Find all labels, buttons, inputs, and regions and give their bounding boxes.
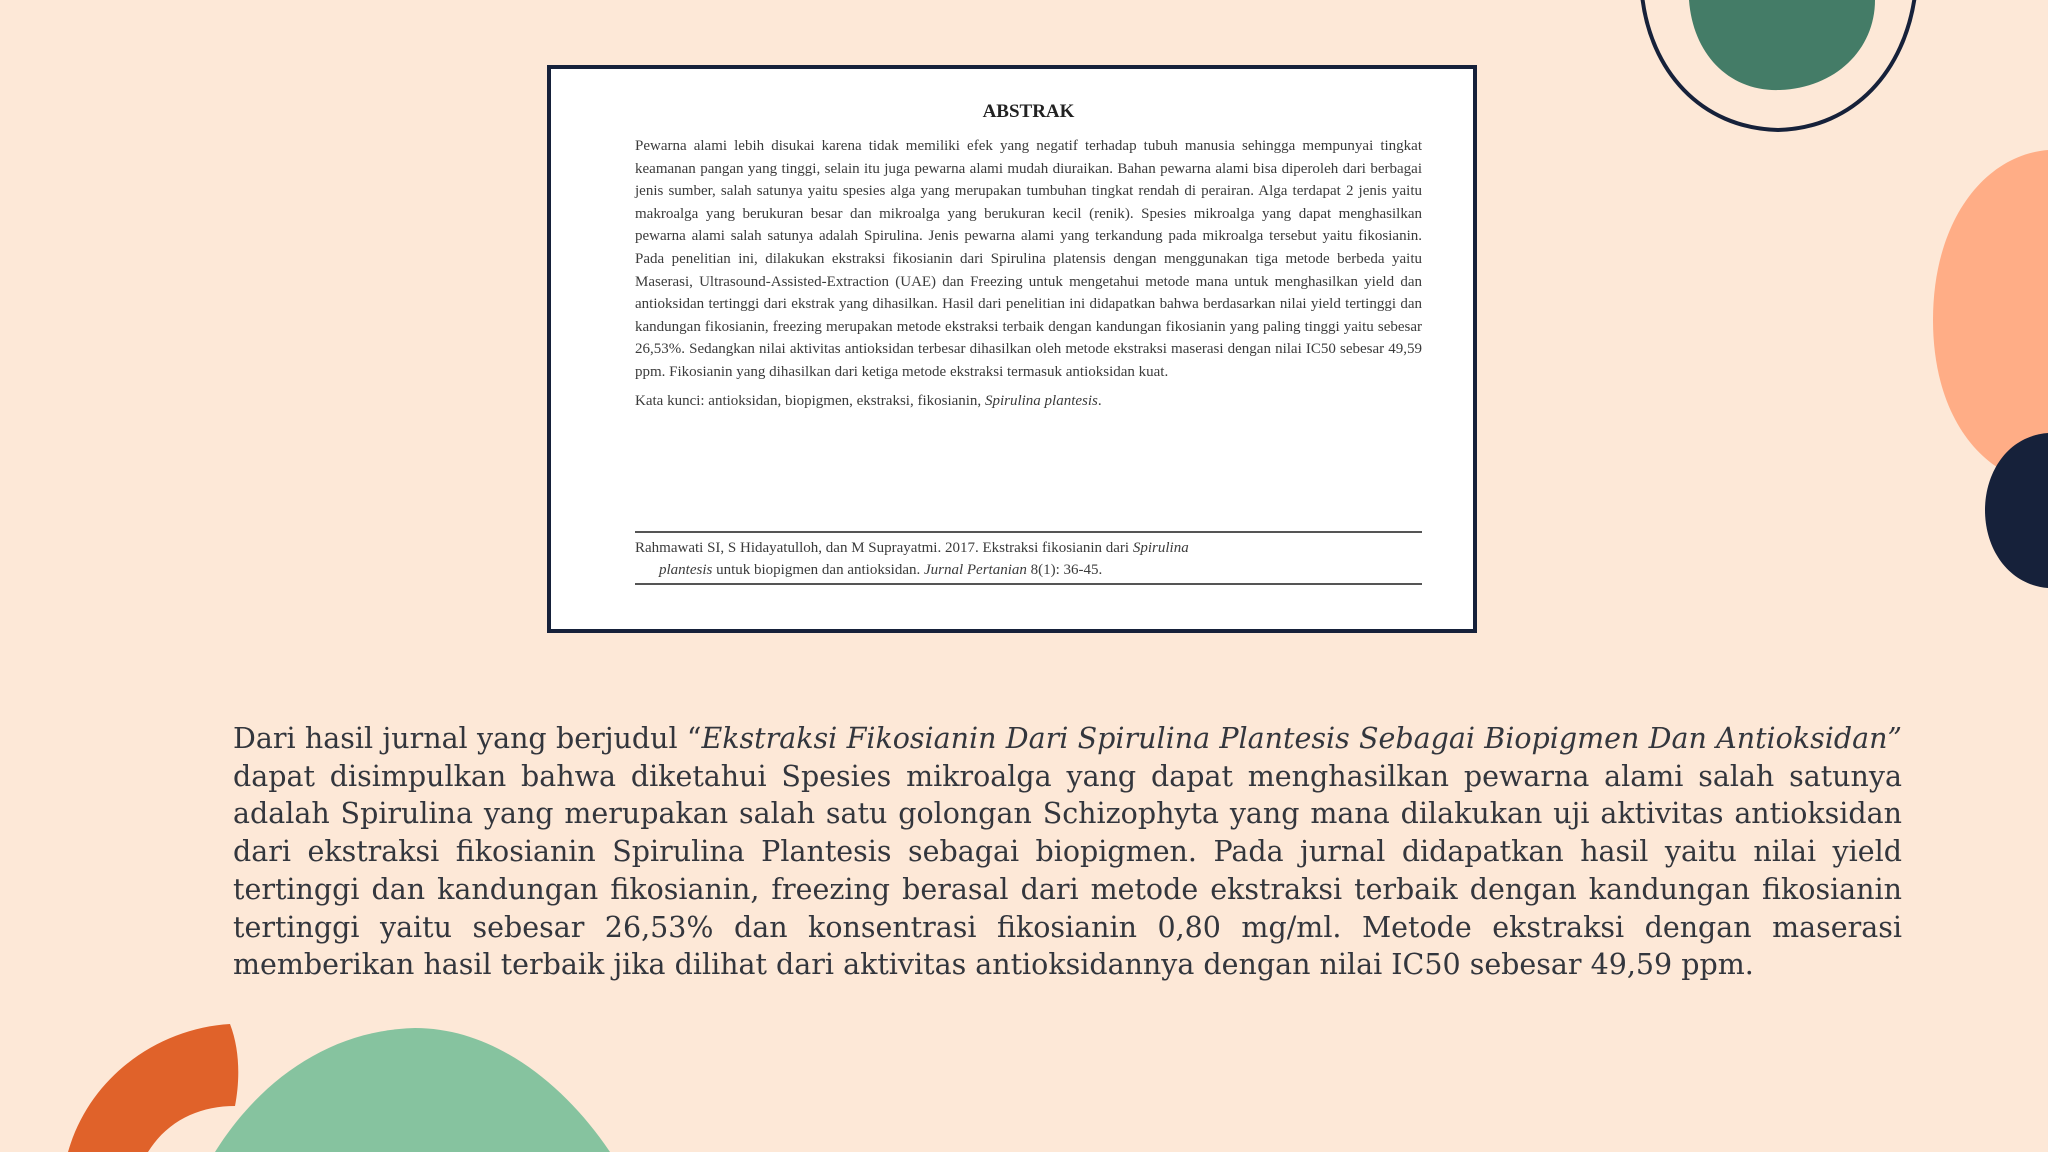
summary-journal-title: Ekstraksi Fikosianin Dari Spirulina Plantesis Sebagai Biopigmen Dan Antioksidan” [701,722,1902,755]
keywords-end: . [1097,392,1102,409]
abstract-heading: ABSTRAK [982,101,1075,122]
summary-body: dapat disimpulkan bahwa diketahui Spesies mikroalga yang dapat menghasilkan pewarna alami salah satunya adalah Spirulina yang merupakan salah satu golongan Schizophyta yang mana dilakukan uji aktivitas antioksidan dari ekstraksi fikosianin Spirulina Plantesis sebagai biopigmen. Pada jurnal didapatkan hasil yaitu nilai yield tertinggi dan kandungan fikosianin, freezing berasal dari metode ekstraksi terbaik dengan kandungan fikosianin tertinggi yaitu sebesar 26,53% dan konsentrasi fikosianin 0,80 mg/ml. Metode ekstraksi dengan maserasi memberikan hasil terbaik jika dilihat dari aktivitas antioksidannya dengan nilai IC50 sebesar 49,59 ppm. [233,759,1902,982]
summary-paragraph [233,720,1902,984]
abstract-citation [635,531,1422,585]
keywords-species: Spirulina plantesis [984,392,1098,409]
abstract-body: Pewarna alami lebih disukai karena tidak memiliki efek yang negatif terhadap tubuh manusia sehingga mempunyai tingkat keamanan pangan yang tinggi, selain itu juga pewarna alami mudah diuraikan. Bahan pewarna alami bisa diperoleh dari berbagai jenis sumber, salah satunya yaitu spesies alga yang merupakan tumbuhan tingkat rendah di perairan. Alga terdapat 2 jenis yaitu makroalga yang berukuran besar dan mikroalga yang berukuran kecil (renik). Spesies mikroalga yang dapat menghasilkan pewarna alami salah satunya adalah Spirulina. Jenis pewarna alami yang terkandung pada mikroalga tersebut yaitu fikosianin. Pada penelitian ini, dilakukan ekstraksi fikosianin dari Spirulina platensis dengan menggunakan tiga metode berbeda yaitu Maserasi, Ultrasound-Assisted-Extraction (UAE) dan Freezing untuk mengetahui metode mana untuk menghasilkan yield dan antioksidan tertinggi dari ekstrak yang dihasilkan. Hasil dari penelitian ini didapatkan bahwa berdasarkan nilai yield tertinggi dan kandungan fikosianin, freezing merupakan metode ekstraksi terbaik dengan kandungan fikosianin yang paling tinggi yaitu sebesar 26,53%. Sedangkan nilai aktivitas antioksidan terbesar dihasilkan oleh metode ekstraksi maserasi dengan nilai IC50 sebesar 49,59 ppm. Fikosianin yang dihasilkan dari ketiga metode ekstraksi termasuk antioksidan kuat. [635,138,1422,380]
citation-species-1: Spirulina [1132,540,1189,556]
abstract-keywords [635,390,1422,412]
decorative-green-blob-bottom-left [215,1025,615,1152]
citation-species-2: plantesis [659,562,713,578]
keywords-text: Kata kunci: antioksidan, biopigmen, ekstraksi, fikosianin, [635,392,985,409]
citation-line-1 [635,537,1422,559]
abstract-content [635,101,1422,412]
citation-journal: Jurnal Pertanian [923,562,1027,578]
citation-volume: 8(1): 36-45. [1026,562,1103,578]
decorative-navy-half-circle-right [1985,433,2048,588]
citation-authors: Rahmawati SI, S Hidayatulloh, dan M Suprayatmi. 2017. Ekstraksi fikosianin dari [635,540,1133,556]
summary-intro: Dari hasil jurnal yang berjudul “ [233,722,702,755]
citation-line-2 [635,559,1422,581]
citation-title-rest: untuk biopigmen dan antioksidan. [712,562,924,578]
decorative-teal-blob-top-right [1685,0,1885,95]
abstract-image [547,65,1477,633]
